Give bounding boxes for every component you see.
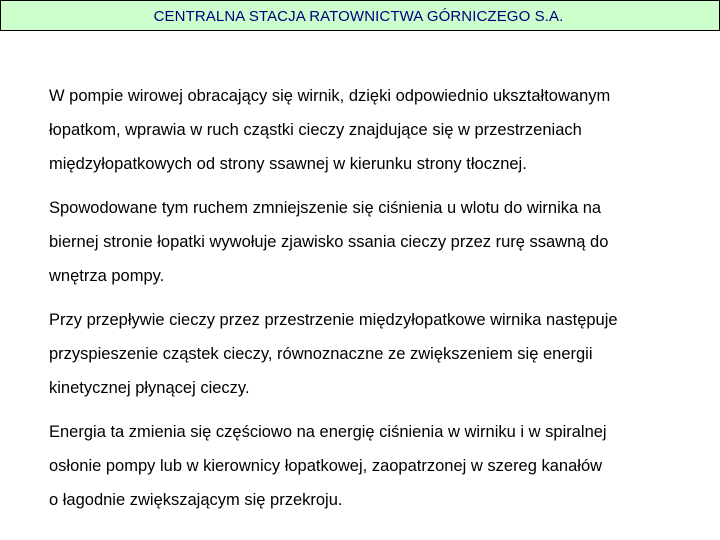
paragraph-4	[49, 415, 689, 517]
text-line: Przy przepływie cieczy przez przestrzenie międzyłopatkowe wirnika następuje	[49, 311, 618, 329]
text-line: o łagodnie zwiększającym się przekroju.	[49, 491, 343, 509]
page-title: CENTRALNA STACJA RATOWNICTWA GÓRNICZEGO S.A.	[153, 8, 564, 25]
text-line: wnętrza pompy.	[49, 267, 165, 285]
text-line: międzyłopatkowych od strony ssawnej w kierunku strony tłocznej.	[49, 155, 527, 173]
paragraph-2	[49, 191, 689, 293]
paragraph-1	[49, 79, 689, 181]
paragraph-3	[49, 303, 689, 405]
header-bar	[0, 0, 720, 31]
text-line: W pompie wirowej obracający się wirnik, dzięki odpowiednio ukształtowanym	[49, 87, 611, 105]
text-line: łopatkom, wprawia w ruch cząstki cieczy znajdujące się w przestrzeniach	[49, 121, 582, 139]
text-line: przyspieszenie cząstek cieczy, równoznaczne ze zwiększeniem się energii	[49, 345, 593, 363]
text-line: Spowodowane tym ruchem zmniejszenie się ciśnienia u wlotu do wirnika na	[49, 199, 602, 217]
text-line: biernej stronie łopatki wywołuje zjawisko ssania cieczy przez rurę ssawną do	[49, 233, 609, 251]
text-line: osłonie pompy lub w kierownicy łopatkowej, zaopatrzonej w szereg kanałów	[49, 457, 603, 475]
document-body	[49, 79, 689, 517]
text-line: Energia ta zmienia się częściowo na energię ciśnienia w wirniku i w spiralnej	[49, 423, 607, 441]
text-line: kinetycznej płynącej cieczy.	[49, 379, 250, 397]
